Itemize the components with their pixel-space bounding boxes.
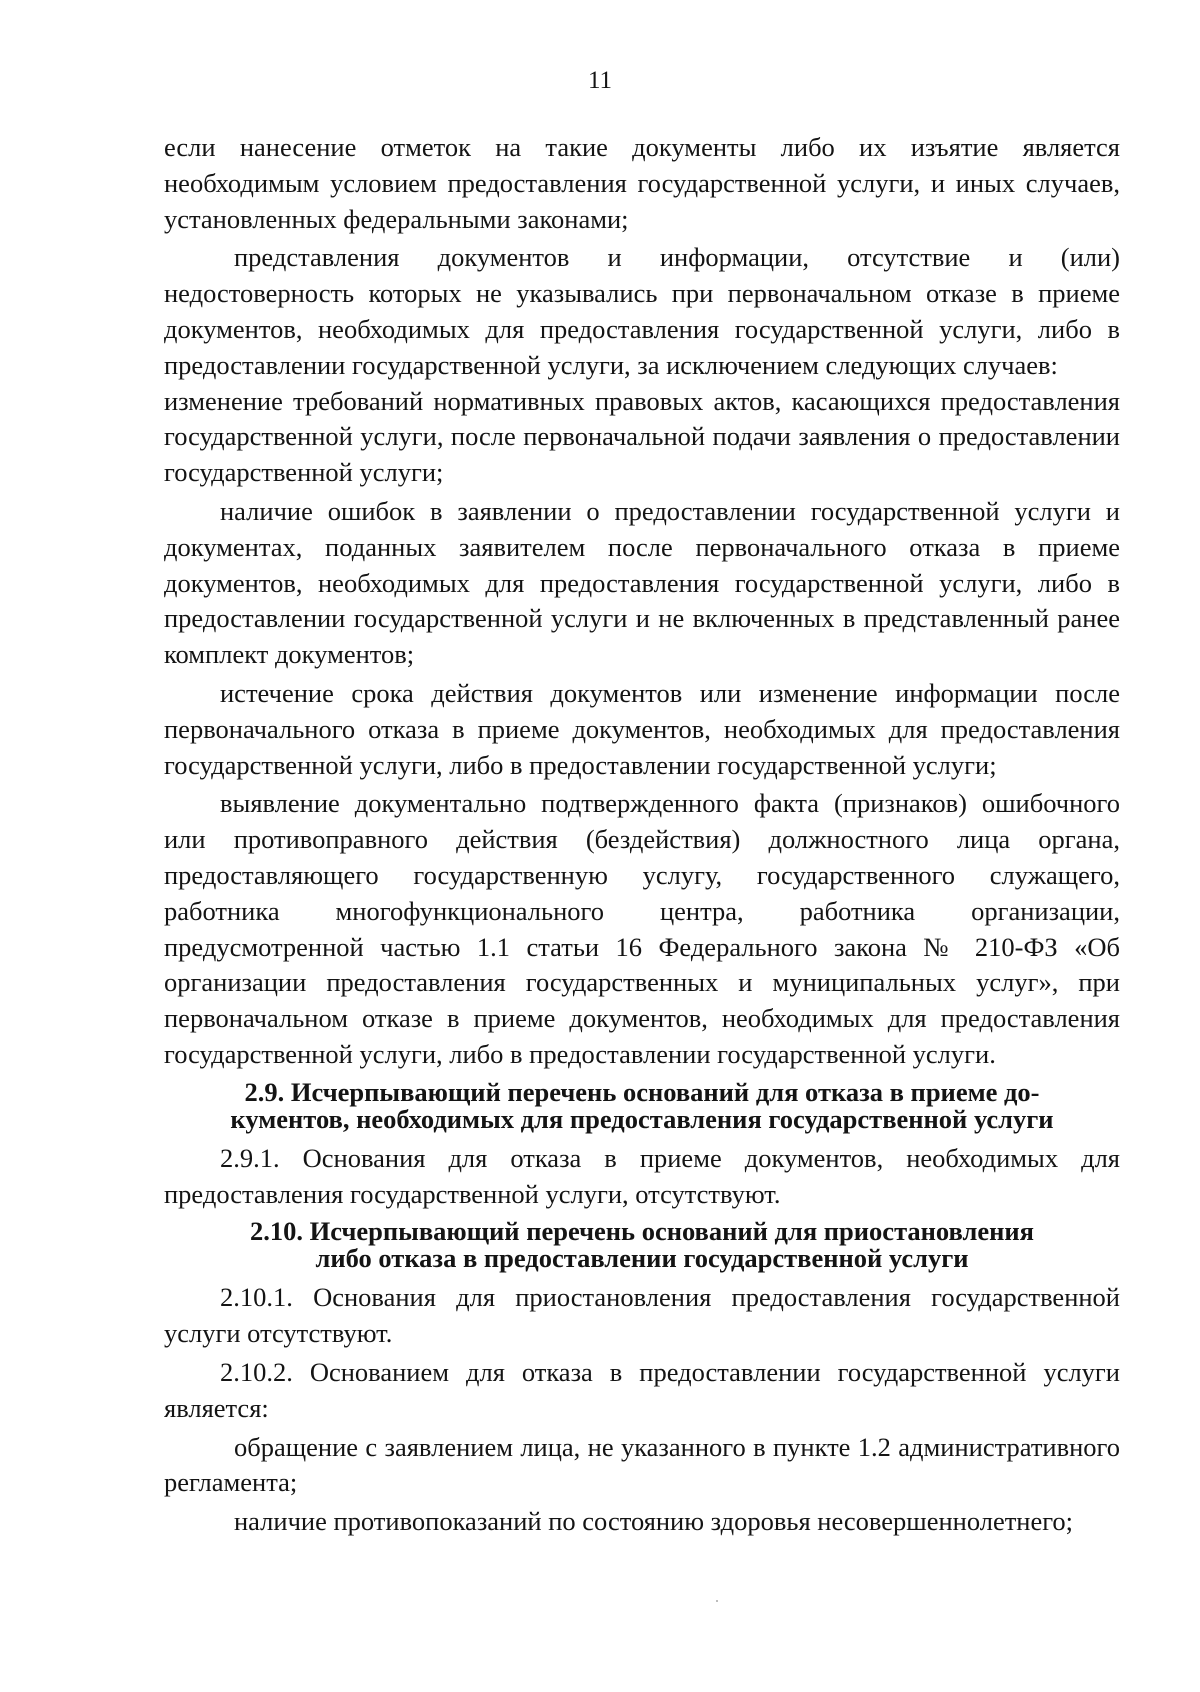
section-heading-2-9-line1: 2.9. Исчерпывающий перечень оснований для отказа в приеме до- [244,1076,1040,1107]
paragraph-health-contraindications: наличие противопоказаний по состоянию здоровья несовершеннолетнего; [234,1506,1074,1537]
paragraph-documents-not-indicated: представления документов и информации, отсутствие и (или) недостоверность которых не указывались при первоначальном отказе в приеме документов, необходимых для предоставления государственной услуги, либо в предоставлении государственной услуги, за исключением следующих случаев: [164,242,1120,380]
paragraph-2-10-2: 2.10.2. Основанием для отказа в предоставлении государственной услуги является: [164,1356,1120,1423]
paragraph-2-10-1: 2.10.1. Основания для приостановления предоставления государственной услуги отсутствуют. [164,1282,1120,1349]
section-heading-2-9-line2: кументов, необходимых для предоставления государственной услуги [230,1103,1054,1134]
section-heading-2-10-line2: либо отказа в предоставлении государственной услуги [315,1243,969,1274]
paragraph-erroneous-action: выявление документально подтвержденного факта (признаков) ошибочного или противоправного действия (бездействия) должностного лица органа, предоставляющего государственную услугу, государственного служащего, работника многофункционального центра, работника организации, предусмотренной частью 1.1 статьи 16 Федерального закона № 210-ФЗ «Об организации предоставления государственных и муниципальных услуг», при первоначальном отказе в приеме документов, необходимых для предоставления государственной услуги, либо в предоставлении государственной услуги. [164,788,1120,1069]
document-body [164,130,1120,1540]
paragraph-exception-marks: если нанесение отметок на такие документы либо их изъятие является необходимым условием предоставления государственной услуги, и иных случаев, установленных федеральными законами; [164,132,1120,234]
section-heading-2-10 [164,1218,1120,1272]
page-number: 11 [587,67,613,94]
section-heading-2-9 [164,1076,1120,1134]
paragraph-unlisted-person: обращение с заявлением лица, не указанного в пункте 1.2 административного регламента; [164,1431,1120,1498]
section-heading-2-10-line1: 2.10. Исчерпывающий перечень оснований для приостановления [249,1216,1034,1247]
paragraph-regulation-changes: изменение требований нормативных правовых актов, касающихся предоставления государственной услуги, после первоначальной подачи заявления о предоставлении государственной услуги; [164,385,1120,488]
paragraph-2-9-1: 2.9.1. Основания для отказа в приеме документов, необходимых для предоставления государственной услуги, отсутствуют. [164,1142,1120,1209]
paragraph-document-expiry: истечение срока действия документов или изменение информации после первоначального отказа в приеме документов, необходимых для предоставления государственной услуги, либо в предоставлении государственной услуги; [164,677,1120,780]
paragraph-application-errors: наличие ошибок в заявлении о предоставлении государственной услуги и документах, поданных заявителем после первоначального отказа в приеме документов, необходимых для предоставления государственной услуги, либо в предоставлении государственной услуги и не включенных в представленный ранее комплект документов; [164,495,1120,670]
scan-artifact [716,1600,718,1602]
